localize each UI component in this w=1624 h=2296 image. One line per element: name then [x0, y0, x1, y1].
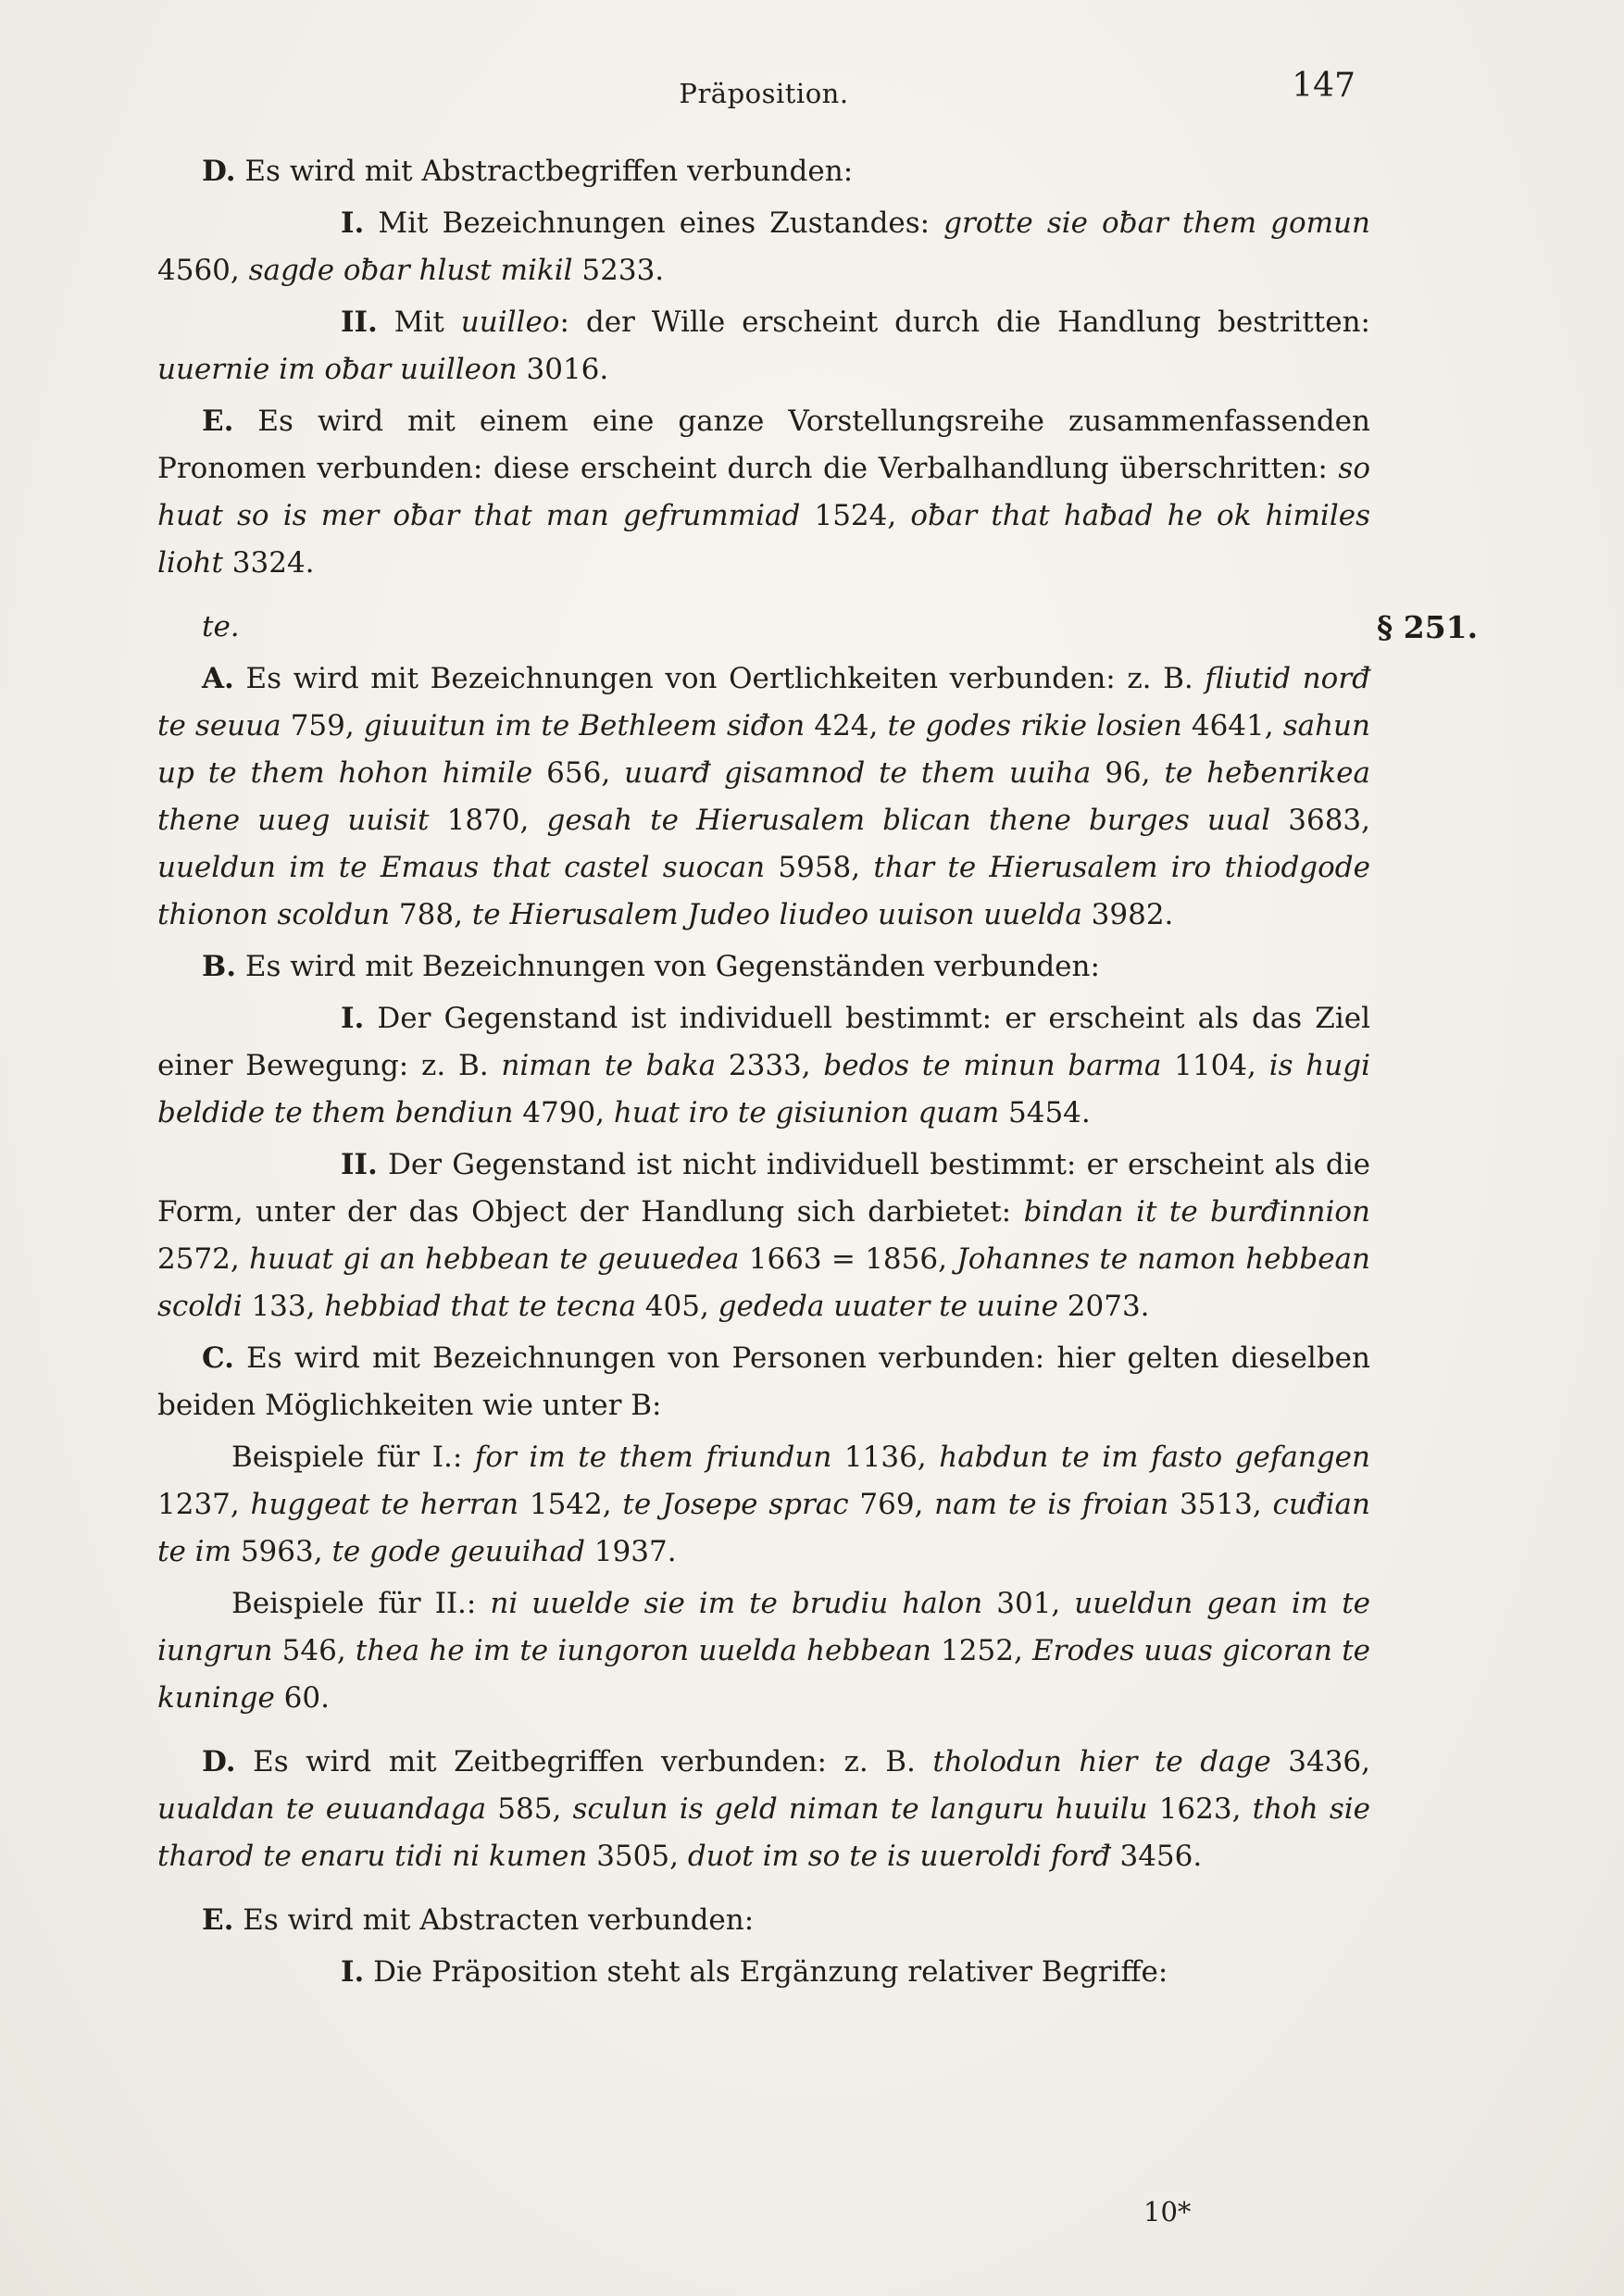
text-run: Der Gegenstand ist individuell bestimmt: er erscheint als das Ziel einer Bewegung: z. B. [157, 1002, 1370, 1082]
para-C-personen [157, 1335, 1370, 1429]
quotation-run: uuilleo [460, 306, 560, 339]
signature-mark: 10* [1143, 2196, 1192, 2227]
para-B-II-nicht-individuell [157, 1142, 1370, 1330]
para-C-beispiele-II [157, 1580, 1370, 1722]
text-run: 1623, [1147, 1792, 1253, 1826]
quotation-run: tholodun hier te dage [932, 1745, 1271, 1778]
text-run: Mit [377, 306, 461, 339]
quotation-run: te. [202, 610, 240, 643]
quotation-run: Erodes uuas gicoran te kuninge [157, 1634, 1370, 1715]
text-run: Mit Bezeichnungen eines Zustandes: [364, 206, 944, 240]
quotation-run: giuuitun im te Bethleem siđon [363, 709, 806, 742]
text-run: Es wird mit einem eine ganze Vorstellungsreihe zusammenfassenden Pronomen verbunden: diese erscheint durch die Verbalhandlung überschritten: [157, 405, 1370, 485]
para-D-II-uuilleo [157, 299, 1370, 393]
text-run: 1937. [584, 1535, 677, 1568]
section-letter: I. [341, 1002, 365, 1035]
text-run: 3324. [222, 546, 315, 580]
text-run: 5958, [765, 851, 874, 884]
section-letter: B. [202, 950, 236, 983]
quotation-run: uuernie im oƀar uuilleon [157, 353, 518, 386]
heading-te [157, 604, 1479, 651]
text-run: 5233. [572, 254, 665, 287]
quotation-run: huuat gi an hebbean te geuuedea [249, 1242, 740, 1276]
quotation-run: grotte sie oƀar them gomun [943, 206, 1370, 240]
para-C-beispiele-I [157, 1434, 1370, 1576]
text-run: : der Wille erscheint durch die Handlung bestritten: [559, 306, 1370, 339]
quotation-run: for im te them friundun [474, 1441, 832, 1474]
quotation-run: uueldun im te Emaus that castel suocan [157, 851, 766, 884]
section-letter: I. [341, 206, 365, 240]
section-letter: E. [202, 1903, 234, 1937]
text-run: 1104, [1161, 1049, 1269, 1082]
quotation-run: is hugi beldide te them bendiun [157, 1049, 1370, 1129]
quotation-run: fliutid norđ te seuua [157, 662, 1371, 742]
text-run: 2073. [1057, 1290, 1150, 1323]
text-run: 3982. [1081, 898, 1174, 931]
quotation-run: gededa uuater te uuine [718, 1290, 1058, 1323]
quotation-run: bindan it te burđinnion [1023, 1195, 1370, 1229]
text-run: 2333, [716, 1049, 824, 1082]
text-run: 1252, [931, 1634, 1033, 1667]
text-run: 769, [848, 1488, 935, 1521]
page-number: 147 [1292, 67, 1355, 105]
text-run: 4641, [1181, 709, 1283, 742]
section-letter: I. [341, 1955, 365, 1989]
page-heading: Präposition. [679, 78, 849, 109]
quotation-run: niman te baka [501, 1049, 717, 1082]
text-run: 4560, [157, 254, 249, 287]
text-run: 424, [805, 709, 888, 742]
para-E-I-ergaenzung [157, 1949, 1370, 1996]
quotation-run: thar te Hierusalem iro thiodgode thionon scoldun [157, 851, 1370, 931]
quotation-run: te heƀenrikea thene uueg uuisit [157, 756, 1370, 837]
text-run: Beispiele für I.: [231, 1441, 475, 1474]
text-run: 656, [532, 756, 625, 790]
para-B-gegenstaende [157, 943, 1370, 991]
quotation-run: te Josepe sprac [622, 1488, 849, 1521]
text-run: 546, [272, 1634, 356, 1667]
text-run: 3505, [587, 1840, 688, 1873]
para-D-zeitbegriffe [157, 1739, 1370, 1880]
text-run: Es wird mit Abstractbegriffen verbunden: [235, 155, 854, 188]
quotation-run: sagde oƀar hlust mikil [248, 254, 573, 287]
text-run: 585, [486, 1792, 573, 1826]
quotation-run: ni uuelde sie im te brudiu halon [490, 1587, 983, 1620]
section-paragraph-mark: § 251. [1377, 609, 1479, 645]
text-column [157, 67, 1479, 2001]
text-run: 1136, [831, 1441, 940, 1474]
text-run: 1237, [157, 1488, 251, 1521]
section-letter: E. [202, 405, 234, 438]
quotation-run: thoh sie tharod te enaru tidi ni kumen [157, 1792, 1370, 1873]
quotation-run: oƀar that haƀad he ok himiles lioht [157, 499, 1370, 580]
para-D-abstractbegriffe [157, 148, 1370, 195]
text-run: Es wird mit Zeitbegriffen verbunden: z. B. [235, 1745, 933, 1778]
section-letter: II. [341, 1148, 378, 1181]
text-run: 405, [635, 1290, 718, 1323]
text-block [157, 148, 1479, 1996]
quotation-run: uuarđ gisamnod te them uuiha [624, 756, 1092, 790]
text-run: Der Gegenstand ist nicht individuell bestimmt: er erscheint als die Form, unter der das Object der Handlung sich darbietet: [157, 1148, 1370, 1229]
text-run: 4790, [513, 1096, 614, 1129]
text-run: Es wird mit Abstracten verbunden: [233, 1903, 755, 1937]
quotation-run: hebbiad that te tecna [324, 1290, 636, 1323]
text-run: 1524, [800, 499, 911, 532]
quotation-run: Johannes te namon hebbean scoldi [157, 1242, 1371, 1323]
para-E-abstracte [157, 1897, 1370, 1944]
text-run: 133, [242, 1290, 325, 1323]
text-run: 3436, [1270, 1745, 1370, 1778]
section-letter: D. [202, 1745, 236, 1778]
quotation-run: huggeat te herran [250, 1488, 519, 1521]
text-run: 1663 = 1856, [739, 1242, 957, 1276]
para-E-pronomen [157, 398, 1370, 587]
quotation-run: te Hierusalem Judeo liudeo uuison uuelda [471, 898, 1082, 931]
text-run: Es wird mit Bezeichnungen von Personen verbunden: hier gelten dieselben beiden Möglichkeiten wie unter B: [157, 1341, 1370, 1422]
running-header [157, 67, 1370, 124]
quotation-run: sahun up te them hohon himile [157, 709, 1370, 790]
quotation-run: nam te is froian [934, 1488, 1169, 1521]
text-run: 3683, [1270, 804, 1370, 837]
text-run: 759, [281, 709, 364, 742]
text-run: 3456. [1110, 1840, 1203, 1873]
quotation-run: bedos te minun barma [823, 1049, 1162, 1082]
text-run: 3016. [517, 353, 609, 386]
text-run: 96, [1091, 756, 1165, 790]
section-letter: D. [202, 155, 236, 188]
quotation-run: gesah te Hierusalem blican thene burges uual [546, 804, 1271, 837]
quotation-run: uualdan te euuandaga [157, 1792, 487, 1826]
text-run: Es wird mit Bezeichnungen von Oertlichkeiten verbunden: z. B. [233, 662, 1206, 695]
text-run: 2572, [157, 1242, 250, 1276]
quotation-run: huat iro te gisiunion quam [613, 1096, 1000, 1129]
text-run: Beispiele für II.: [231, 1587, 491, 1620]
text-run: 788, [390, 898, 472, 931]
text-run: 5454. [999, 1096, 1091, 1129]
quotation-run: te godes rikie losien [887, 709, 1182, 742]
section-letter: II. [341, 306, 378, 339]
quotation-run: uueldun gean im te iungrun [157, 1587, 1370, 1667]
text-run: 301, [982, 1587, 1075, 1620]
quotation-run: te gode geuuihad [331, 1535, 585, 1568]
quotation-run: cuđian te im [157, 1488, 1370, 1568]
section-letter: A. [202, 662, 234, 695]
quotation-run: habdun te im fasto gefangen [939, 1441, 1370, 1474]
quotation-run: so huat so is mer oƀar that man gefrummiad [157, 452, 1370, 532]
para-D-I-zustand [157, 200, 1370, 294]
quotation-run: sculun is geld niman te languru huuilu [572, 1792, 1148, 1826]
text-run: 1542, [518, 1488, 623, 1521]
text-run: 5963, [231, 1535, 332, 1568]
para-B-I-individuell [157, 995, 1370, 1137]
text-run: 1870, [429, 804, 547, 837]
quotation-run: duot im so te is uueroldi forđ [687, 1840, 1111, 1873]
para-A-oertlichkeiten [157, 655, 1370, 939]
text-run: 60. [274, 1681, 330, 1715]
text-run: Die Präposition steht als Ergänzung relativer Begriffe: [364, 1955, 1168, 1989]
text-run: Es wird mit Bezeichnungen von Gegenständen verbunden: [236, 950, 1100, 983]
section-letter: C. [202, 1341, 234, 1375]
quotation-run: thea he im te iungoron uuelda hebbean [355, 1634, 931, 1667]
text-run: 3513, [1168, 1488, 1273, 1521]
